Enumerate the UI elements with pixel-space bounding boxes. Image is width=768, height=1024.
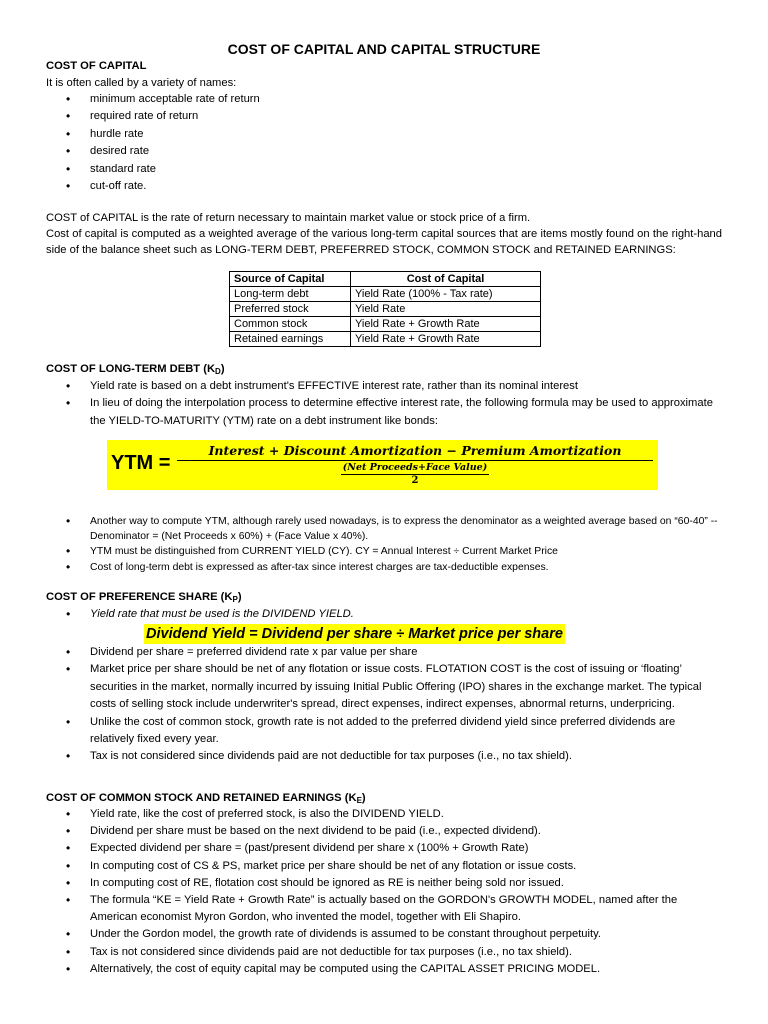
column-header: Source of Capital	[230, 272, 351, 287]
table-cell: Preferred stock	[230, 302, 351, 317]
list-item: • desired rate	[66, 143, 722, 160]
page-title: COST OF CAPITAL AND CAPITAL STRUCTURE	[227, 41, 541, 57]
table-cell: Retained earnings	[230, 332, 351, 347]
table-row	[230, 332, 541, 347]
list-item: • Tax is not considered since dividends paid are not deductible for tax purposes (i.e., no tax shield).	[66, 944, 722, 961]
ytm-divisor: 2	[411, 475, 419, 486]
ytm-denominator: (Net Proceeds+Face Value)	[342, 462, 488, 473]
coc-definition: COST of CAPITAL is the rate of return necessary to maintain market value or stock price of a firm.	[46, 212, 531, 224]
ytm-formula	[107, 440, 658, 490]
list-item: • required rate of return	[66, 108, 722, 125]
ltd-bullets-2	[66, 514, 722, 575]
table-cell: Long-term debt	[230, 287, 351, 302]
list-item: • standard rate	[66, 161, 722, 178]
list-item: • The formula “KE = Yield Rate + Growth Rate” is actually based on the GORDON's GROWTH MODEL, named after the American economist Myron Gordon, who invented the model, together with Eli Shapiro.	[66, 892, 722, 926]
table-cell: Yield Rate + Growth Rate	[351, 332, 541, 347]
table-cell: Yield Rate + Growth Rate	[351, 317, 541, 332]
table-row	[230, 302, 541, 317]
list-item: • hurdle rate	[66, 126, 722, 143]
table-header-row	[230, 272, 541, 287]
list-item: • In computing cost of CS & PS, market price per share should be net of any flotation or issue costs.	[66, 858, 722, 875]
list-item: • Dividend per share must be based on the next dividend to be paid (i.e., expected dividend).	[66, 823, 722, 840]
capital-cost-table	[229, 271, 541, 347]
column-header: Cost of Capital	[351, 272, 541, 287]
preference-share-heading: COST OF PREFERENCE SHARE $(K_P)$	[46, 591, 242, 604]
list-item: • Alternatively, the cost of equity capital may be computed using the CAPITAL ASSET PRICING MODEL.	[66, 961, 722, 978]
list-item: • Yield rate, like the cost of preferred stock, is also the DIVIDEND YIELD.	[66, 806, 722, 823]
list-item: • Tax is not considered since dividends paid are not deductible for tax purposes (i.e., no tax shield).	[66, 748, 722, 765]
common-stock-heading: COST OF COMMON STOCK AND RETAINED EARNINGS $(K_E)$	[46, 792, 366, 805]
coc-names-list	[66, 91, 722, 195]
list-item: • Expected dividend per share = (past/present dividend per share x (100% + Growth Rate)	[66, 840, 722, 857]
list-item: • YTM must be distinguished from CURRENT YIELD (CY). CY = Annual Interest ÷ Current Market Price	[66, 544, 722, 559]
list-item: • Cost of long-term debt is expressed as after-tax since interest charges are tax-deductible expenses.	[66, 560, 722, 575]
table-cell: Common stock	[230, 317, 351, 332]
table-cell: Yield Rate (100% - Tax rate)	[351, 287, 541, 302]
list-item: • Unlike the cost of common stock, growth rate is not added to the preferred dividend yield since preferred dividends are relatively fixed every year.	[66, 714, 722, 749]
dividend-yield-formula: Dividend Yield = Dividend per share ÷ Market price per share	[146, 626, 563, 642]
cost-of-capital-heading: COST OF CAPITAL	[46, 60, 147, 72]
coc-computation: Cost of capital is computed as a weighted average of the various long-term capital sources that are items mostly found on the right-hand side of the balance sheet such as LONG-TERM DEBT, PREFERRED STOCK, COMMON STOCK and RETAINED EARNINGS:	[46, 228, 722, 256]
long-term-debt-heading: COST OF LONG-TERM DEBT $(K_D)$	[46, 363, 225, 376]
ytm-fraction	[177, 442, 653, 487]
list-item: • Another way to compute YTM, although rarely used nowadays, is to express the denominator as a weighted average based on “60-40” -- Denominator = (Net Proceeds x 60%) + (Face Value x 40%).	[66, 514, 722, 544]
list-item: • Yield rate that must be used is the DIVIDEND YIELD.	[66, 606, 722, 623]
ytm-numerator: Interest + Discount Amortization − Premium Amortization	[177, 442, 653, 461]
ps-bullets	[66, 644, 722, 766]
list-item: • cut-off rate.	[66, 178, 722, 195]
list-item: • Yield rate is based on a debt instrument's EFFECTIVE interest rate, rather than its nominal interest	[66, 378, 722, 395]
list-item: • Dividend per share = preferred dividend rate x par value per share	[66, 644, 722, 661]
coc-intro: It is often called by a variety of names:	[46, 77, 237, 89]
ytm-label: YTM =	[111, 452, 171, 474]
ltd-bullets	[66, 378, 722, 430]
list-item: • Market price per share should be net of any flotation or issue costs. FLOTATION COST is the cost of issuing or ‘floating’ securities in the market, normally incurred by issuing Initial Public Offering (IPO) shares in the exchange market. The typical costs of selling stock include underwriter's spread, direct expenses, indirect expenses, abnormal returns, underpricing.	[66, 661, 722, 713]
table-row	[230, 317, 541, 332]
ps-italic-bullet	[66, 606, 722, 623]
list-item: • In computing cost of RE, flotation cost should be ignored as RE is neither being sold nor issued.	[66, 875, 722, 892]
list-item: • In lieu of doing the interpolation process to determine effective interest rate, the following formula may be used to approximate the YIELD-TO-MATURITY (YTM) rate on a debt instrument like bonds:	[66, 395, 722, 430]
list-item: • minimum acceptable rate of return	[66, 91, 722, 108]
table-cell: Yield Rate	[351, 302, 541, 317]
list-item: • Under the Gordon model, the growth rate of dividends is assumed to be constant throughout perpetuity.	[66, 926, 722, 943]
table-row	[230, 287, 541, 302]
cs-bullets	[66, 806, 722, 978]
